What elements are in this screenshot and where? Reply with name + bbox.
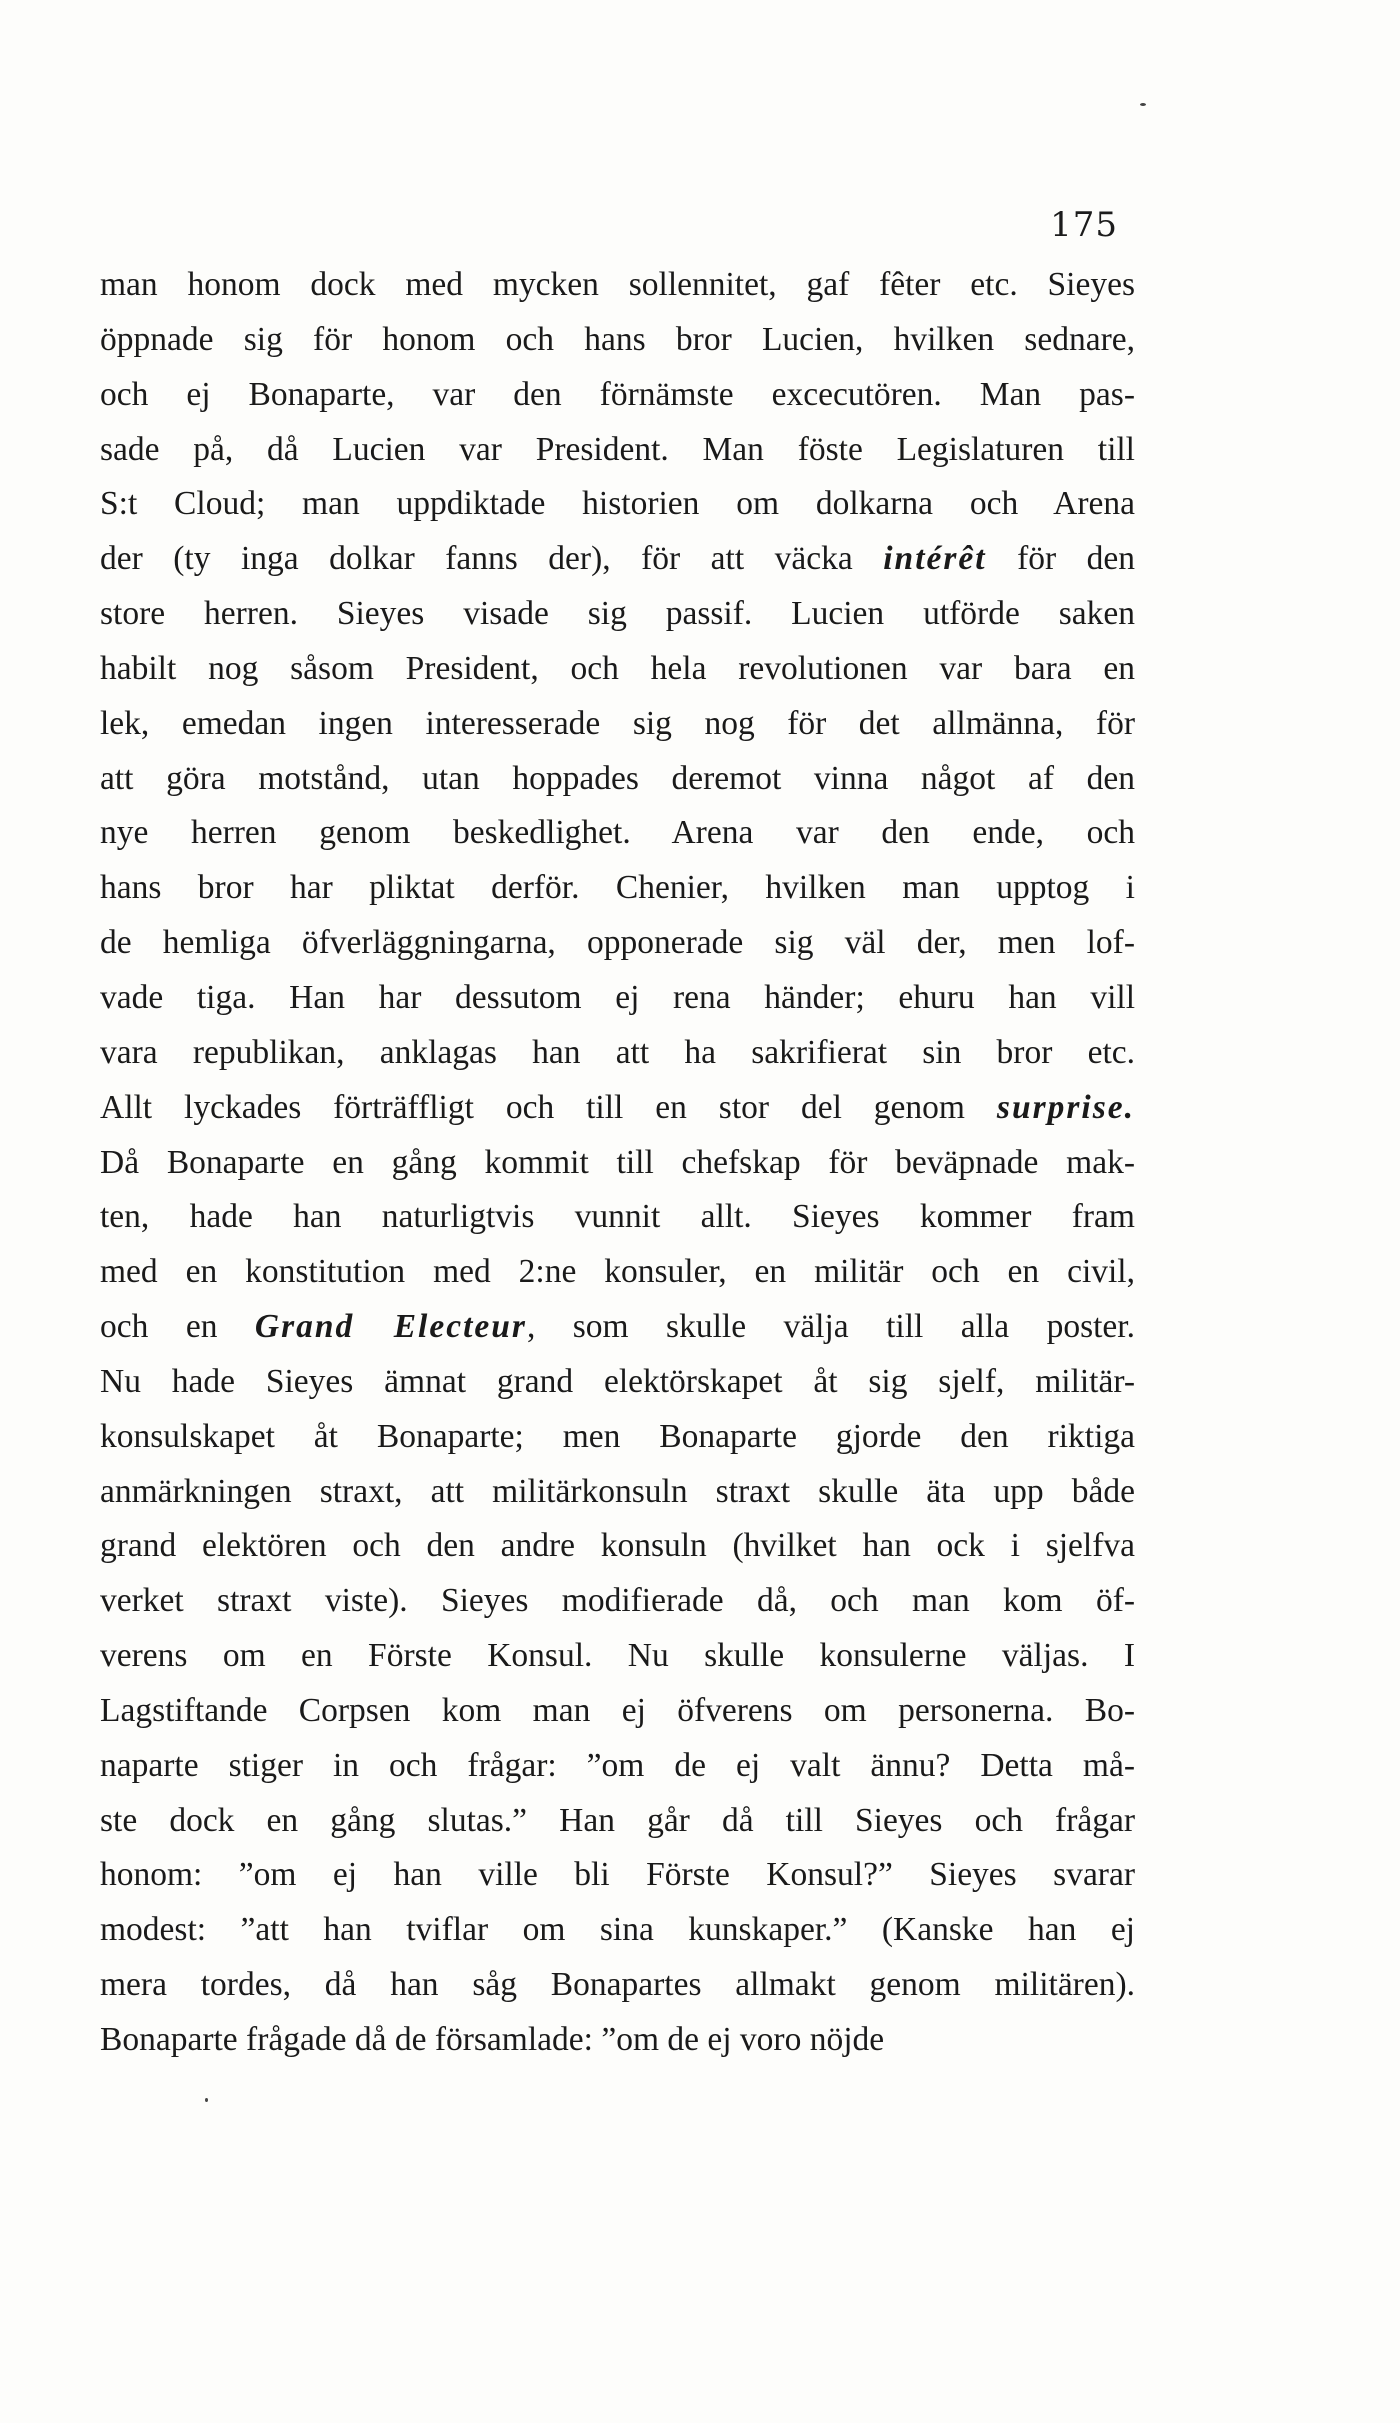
text-line (100, 477, 1135, 532)
text-line (100, 1958, 1135, 2013)
text-segment: S:t Cloud; man uppdiktade historien om dolkarna och Arena (100, 485, 1135, 523)
text-line (100, 1245, 1135, 1300)
text-segment: och ej Bonaparte, var den förnämste excecutören. Man pas- (100, 375, 1135, 413)
text-segment: öppnade sig för honom och hans bror Lucien, hvilken sednare, (100, 320, 1135, 358)
text-line (100, 532, 1135, 587)
text-line (100, 1739, 1135, 1794)
text-segment: habilt nog såsom President, och hela revolutionen var bara en (100, 649, 1135, 687)
text-line (100, 1794, 1135, 1849)
text-line (100, 916, 1135, 971)
page-number: 175 (1050, 205, 1118, 245)
text-segment: , som skulle välja till alla poster. (526, 1308, 1135, 1346)
text-line (100, 1519, 1135, 1574)
text-segment: sade på, då Lucien var President. Man föste Legislaturen till (100, 430, 1135, 468)
text-line (100, 1190, 1135, 1245)
text-segment: verens om en Förste Konsul. Nu skulle konsulerne väljas. I (100, 1637, 1135, 1675)
text-segment: ste dock en gång slutas.” Han går då till Sieyes och frågar (100, 1801, 1135, 1839)
text-segment: anmärkningen straxt, att militärkonsuln straxt skulle äta upp både (100, 1472, 1135, 1510)
text-segment: modest: ”att han tviflar om sina kunskaper.” (Kanske han ej (100, 1911, 1135, 1949)
text-line (100, 1684, 1135, 1739)
text-segment: honom: ”om ej han ville bli Förste Konsul?” Sieyes svarar (100, 1856, 1135, 1894)
text-segment: att göra motstånd, utan hoppades deremot vinna något af den (100, 759, 1135, 797)
text-line (100, 642, 1135, 697)
paper-speck (1140, 103, 1146, 106)
text-line (100, 368, 1135, 423)
text-segment: nye herren genom beskedlighet. Arena var den ende, och (100, 814, 1135, 852)
text-line (100, 1574, 1135, 1629)
text-segment: Då Bonaparte en gång kommit till chefskap för beväpnade mak- (100, 1143, 1135, 1181)
text-line (100, 587, 1135, 642)
text-line (100, 1903, 1135, 1958)
emphasized-text: Grand Electeur (254, 1308, 527, 1346)
text-segment: naparte stiger in och frågar: ”om de ej valt ännu? Detta må- (100, 1746, 1135, 1784)
text-segment: Allt lyckades förträffligt och till en stor del genom (100, 1088, 997, 1126)
text-segment: för den (986, 540, 1136, 578)
text-line (100, 971, 1135, 1026)
text-line (100, 1026, 1135, 1081)
text-line (100, 1848, 1135, 1903)
text-line (100, 2013, 1135, 2068)
text-line (100, 806, 1135, 861)
text-line (100, 697, 1135, 752)
text-line (100, 1629, 1135, 1684)
emphasized-text: intérêt (883, 540, 987, 578)
text-segment: Nu hade Sieyes ämnat grand elektörskapet åt sig sjelf, militär- (100, 1362, 1135, 1400)
text-segment: ten, hade han naturligtvis vunnit allt. Sieyes kommer fram (100, 1198, 1135, 1236)
text-line (100, 258, 1135, 313)
text-segment: grand elektören och den andre konsuln (hvilket han ock i sjelfva (100, 1527, 1135, 1565)
text-segment: store herren. Sieyes visade sig passif. Lucien utförde saken (100, 595, 1135, 633)
emphasized-text: surprise. (996, 1088, 1135, 1126)
text-line (100, 1355, 1135, 1410)
text-line (100, 1136, 1135, 1191)
text-line (100, 1300, 1135, 1355)
text-segment: Lagstiftande Corpsen kom man ej öfverens om personerna. Bo- (100, 1691, 1135, 1729)
text-segment: med en konstitution med 2:ne konsuler, en militär och en civil, (100, 1253, 1135, 1291)
text-segment: hans bror har pliktat derför. Chenier, hvilken man upptog i (100, 869, 1135, 907)
text-segment: de hemliga öfverläggningarna, opponerade sig väl der, men lof- (100, 924, 1135, 962)
text-line (100, 752, 1135, 807)
text-segment: och en (100, 1308, 255, 1346)
text-segment: konsulskapet åt Bonaparte; men Bonaparte gjorde den riktiga (100, 1417, 1135, 1455)
paper-speck (205, 2098, 208, 2102)
text-line (100, 423, 1135, 478)
text-segment: mera tordes, då han såg Bonapartes allmakt genom militären). (100, 1966, 1135, 2004)
text-segment: verket straxt viste). Sieyes modifierade då, och man kom öf- (100, 1582, 1135, 1620)
text-segment: vade tiga. Han har dessutom ej rena händer; ehuru han vill (100, 978, 1135, 1016)
text-line (100, 1465, 1135, 1520)
text-segment: man honom dock med mycken sollennitet, gaf fêter etc. Sieyes (100, 266, 1135, 303)
text-line (100, 313, 1135, 368)
text-line (100, 861, 1135, 916)
text-line (100, 1081, 1135, 1136)
body-text (100, 258, 1135, 2068)
text-segment: der (ty inga dolkar fanns der), för att väcka (100, 540, 884, 578)
text-segment: Bonaparte frågade då de församlade: ”om de ej voro nöjde (100, 2021, 885, 2058)
text-line (100, 1410, 1135, 1465)
text-segment: lek, emedan ingen interesserade sig nog för det allmänna, för (100, 704, 1135, 742)
text-segment: vara republikan, anklagas han att ha sakrifierat sin bror etc. (100, 1033, 1135, 1071)
